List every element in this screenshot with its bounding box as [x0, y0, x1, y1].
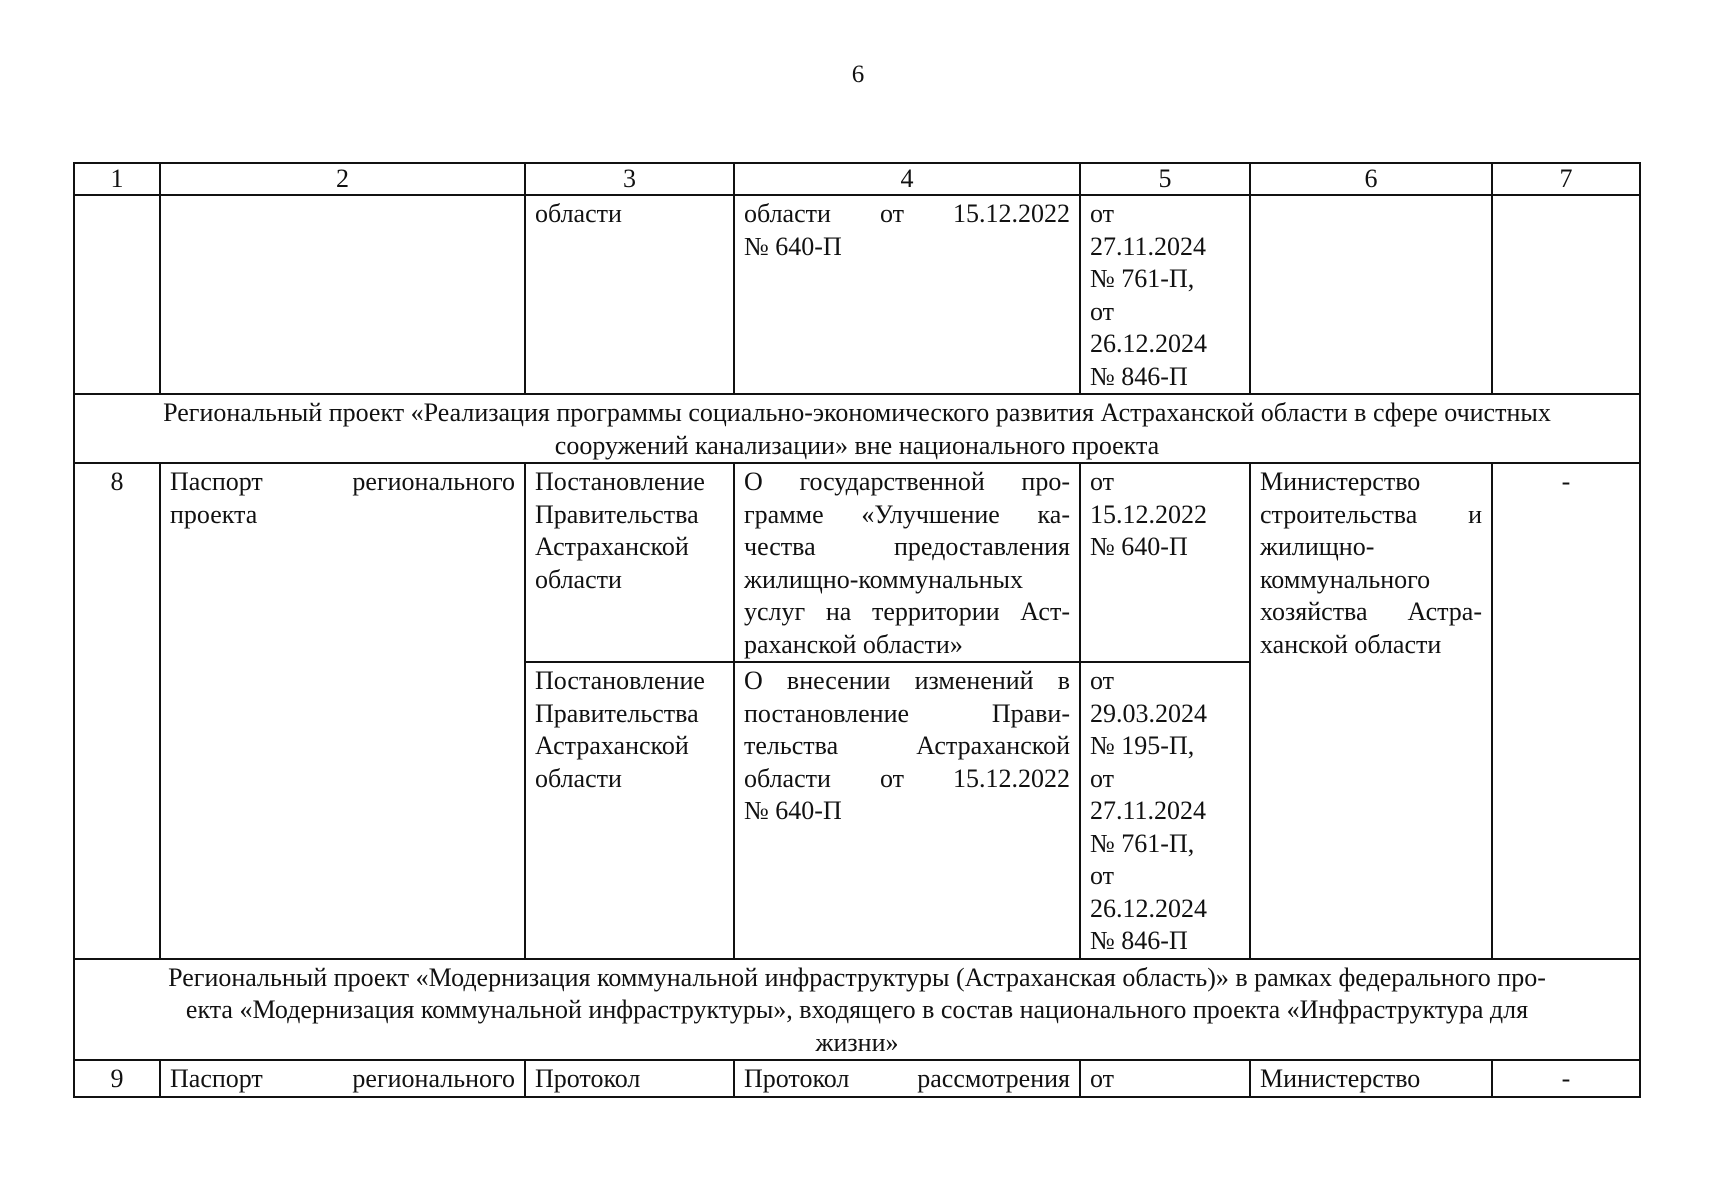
text-line: екта «Модернизация коммунальной инфраструктуры», входящего в состав национального проекта «Инфраструктура для — [185, 995, 1529, 1024]
text-line: тельства Астраханской — [744, 731, 1070, 760]
text-line: Правительства — [535, 499, 699, 529]
cell-document-date — [1080, 463, 1250, 662]
column-header: 4 — [734, 163, 1080, 195]
column-header: 2 — [160, 163, 525, 195]
text-line: грамме «Улучшение ка- — [744, 499, 1070, 529]
text-line: № 846-П — [1090, 361, 1188, 391]
text-line: сооружений канализации» вне национального проекта — [554, 430, 1160, 460]
column-header: 5 — [1080, 163, 1250, 195]
cell-document-title — [734, 195, 1080, 394]
column-header: 3 — [525, 163, 734, 195]
text-line: № 761-П, — [1090, 264, 1195, 293]
text-line: от — [1090, 467, 1115, 496]
cell-document-type — [525, 463, 734, 662]
section-heading — [74, 394, 1640, 463]
text-line: Протокол рассмотрения — [744, 1064, 1070, 1093]
text-line: 29.03.2024 — [1090, 698, 1207, 728]
section-heading-row — [74, 959, 1640, 1061]
section-heading-row — [74, 394, 1640, 463]
column-header: 7 — [1492, 163, 1640, 195]
cell-document-title — [734, 1060, 1080, 1097]
cell-document-type: области — [525, 195, 734, 394]
text-line: от — [1090, 199, 1115, 228]
text-line: 26.12.2024 — [1090, 329, 1207, 358]
cell-note: - — [1492, 463, 1640, 959]
cell-number: 8 — [74, 463, 160, 959]
text-line: 26.12.2024 — [1090, 893, 1207, 923]
text-line: 27.11.2024 — [1090, 231, 1207, 261]
table-row-continued — [74, 195, 1640, 394]
column-header: 6 — [1250, 163, 1492, 195]
text-line: проекта — [170, 499, 258, 529]
section-heading — [74, 959, 1640, 1061]
text-line: жилищно-коммунальных — [744, 564, 1023, 594]
cell-responsible — [1250, 195, 1492, 394]
text-line: Правительства — [535, 698, 699, 728]
text-line: Астраханской — [535, 731, 689, 760]
table-row — [74, 463, 1640, 662]
text-line: области от 15.12.2022 — [744, 763, 1070, 793]
text-line: от — [1090, 666, 1115, 695]
column-header: 1 — [74, 163, 160, 195]
text-line: ханской области — [1260, 629, 1442, 659]
text-line: от — [1090, 296, 1115, 326]
text-line: Министерство — [1260, 467, 1421, 496]
text-line: № 761-П, — [1090, 828, 1195, 858]
text-line: № 195-П, — [1090, 731, 1195, 760]
text-line: 27.11.2024 — [1090, 796, 1207, 825]
cell-number — [74, 195, 160, 394]
cell-document-date — [1080, 662, 1250, 959]
cell-responsible: Министерство — [1250, 1060, 1492, 1097]
text-line: № 640-П — [1090, 532, 1188, 561]
text-line: № 640-П — [744, 796, 842, 825]
cell-document-title — [734, 463, 1080, 662]
cell-note — [1492, 195, 1640, 394]
cell-note: - — [1492, 1060, 1640, 1097]
text-line: Постановление — [535, 467, 705, 496]
text-line: постановление Прави- — [744, 698, 1070, 728]
table-row — [74, 1060, 1640, 1097]
text-line: области — [535, 564, 622, 594]
text-line: от — [1090, 861, 1115, 890]
text-line: 15.12.2022 — [1090, 499, 1207, 529]
text-line: Паспорт регионального — [170, 467, 515, 496]
text-line: № 640-П — [744, 231, 842, 261]
text-line: № 846-П — [1090, 926, 1188, 955]
page-number: 6 — [851, 61, 865, 88]
text-line: Региональный проект «Реализация программы социально-экономического развития Астраханской области в сфере очистных — [163, 398, 1551, 427]
cell-document-date — [1080, 195, 1250, 394]
text-line: Постановление — [535, 666, 705, 695]
column-header-row — [74, 163, 1640, 195]
cell-document-type — [525, 662, 734, 959]
text-line: Паспорт регионального — [170, 1064, 515, 1093]
text-line: хозяйства Астра- — [1260, 597, 1482, 626]
text-line: О государственной про- — [744, 467, 1070, 496]
cell-document-name — [160, 463, 525, 959]
text-line: Астраханской — [535, 532, 689, 561]
text-line: Региональный проект «Модернизация коммунальной инфраструктуры (Астраханская область)» в рамках федерального про- — [168, 962, 1546, 992]
text-line: жилищно- — [1260, 532, 1375, 561]
text-line: жизни» — [815, 1027, 899, 1057]
text-line: чества предоставления — [744, 532, 1070, 561]
text-line: области от 15.12.2022 — [744, 199, 1070, 228]
text-line: строительства и — [1260, 499, 1482, 529]
cell-document-title — [734, 662, 1080, 959]
text-line: от — [1090, 763, 1115, 793]
text-line: коммунального — [1260, 564, 1431, 594]
registry-table — [73, 162, 1641, 1098]
text-line: услуг на территории Аст- — [744, 597, 1070, 626]
text-line: области — [535, 763, 622, 793]
cell-document-type: Протокол — [525, 1060, 734, 1097]
cell-document-name — [160, 195, 525, 394]
text-line: раханской области» — [744, 629, 963, 659]
cell-number: 9 — [74, 1060, 160, 1097]
text-line: О внесении изменений в — [744, 666, 1070, 695]
cell-document-date: от — [1080, 1060, 1250, 1097]
cell-document-name — [160, 1060, 525, 1097]
cell-responsible — [1250, 463, 1492, 959]
